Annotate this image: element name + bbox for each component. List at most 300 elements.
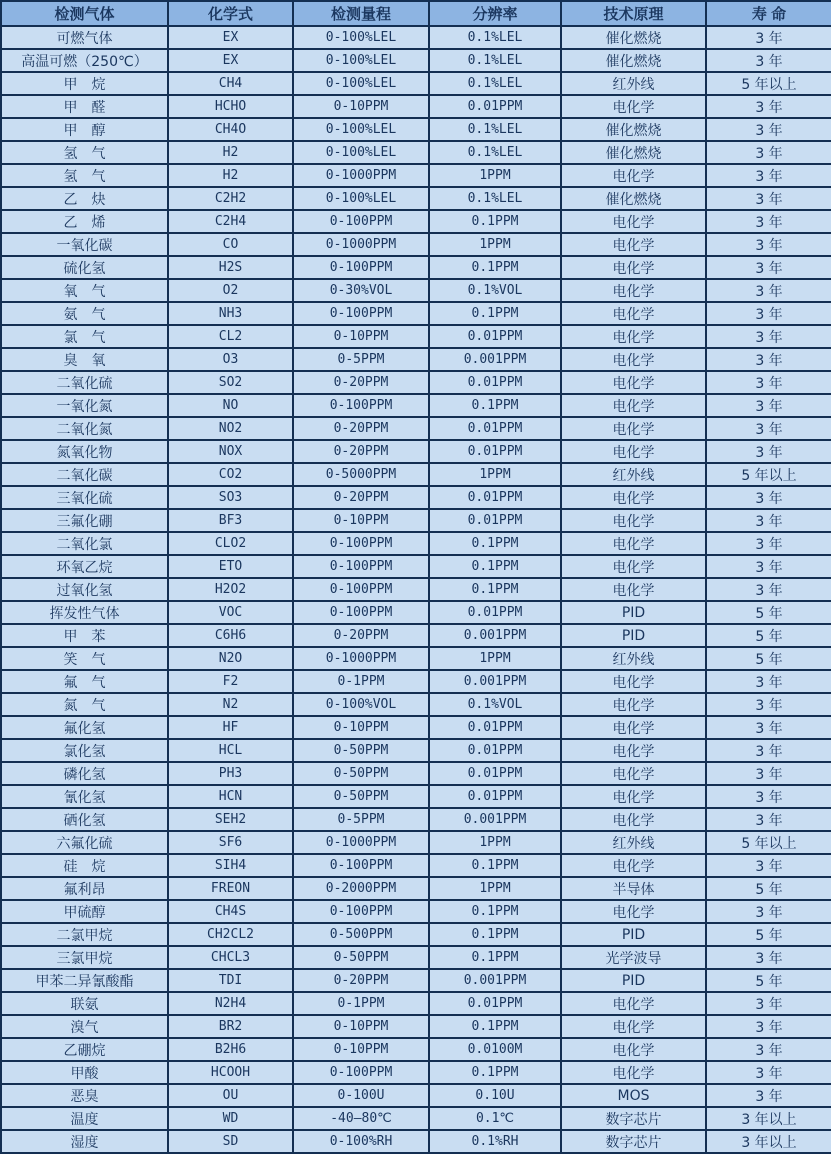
cell-lifetime: 3 年 [706, 670, 831, 693]
cell-gas-name: 氟利昂 [1, 877, 168, 900]
cell-lifetime: 5 年以上 [706, 831, 831, 854]
cell-detection-range: 0-20PPM [293, 969, 429, 992]
cell-chemical-formula: SO3 [168, 486, 293, 509]
cell-chemical-formula: SD [168, 1130, 293, 1153]
table-row [1, 670, 831, 693]
cell-resolution: 0.1%LEL [429, 26, 561, 49]
table-row [1, 26, 831, 49]
cell-gas-name: 氰化氢 [1, 785, 168, 808]
cell-resolution: 0.0100M [429, 1038, 561, 1061]
cell-resolution: 0.001PPM [429, 808, 561, 831]
table-row [1, 877, 831, 900]
cell-technology: 电化学 [561, 785, 706, 808]
cell-gas-name: 二氧化碳 [1, 463, 168, 486]
cell-resolution: 1PPM [429, 831, 561, 854]
cell-detection-range: 0-50PPM [293, 762, 429, 785]
cell-lifetime: 3 年以上 [706, 1130, 831, 1153]
cell-gas-name: 二氧化氮 [1, 417, 168, 440]
table-row [1, 256, 831, 279]
cell-chemical-formula: N2H4 [168, 992, 293, 1015]
table-row [1, 1015, 831, 1038]
cell-technology: 电化学 [561, 578, 706, 601]
cell-lifetime: 3 年 [706, 1084, 831, 1107]
cell-gas-name: 过氧化氢 [1, 578, 168, 601]
cell-technology: 电化学 [561, 762, 706, 785]
column-header-detection-range: 检测量程 [293, 1, 429, 26]
table-row [1, 854, 831, 877]
cell-detection-range: 0-5PPM [293, 348, 429, 371]
table-row [1, 762, 831, 785]
table-row [1, 279, 831, 302]
cell-resolution: 0.1%LEL [429, 187, 561, 210]
cell-detection-range: 0-1PPM [293, 670, 429, 693]
cell-gas-name: 联氨 [1, 992, 168, 1015]
cell-chemical-formula: EX [168, 49, 293, 72]
cell-lifetime: 3 年 [706, 371, 831, 394]
table-row [1, 739, 831, 762]
table-row [1, 555, 831, 578]
cell-detection-range: 0-100PPM [293, 555, 429, 578]
cell-resolution: 0.1PPM [429, 923, 561, 946]
column-header-resolution: 分辨率 [429, 1, 561, 26]
table-row [1, 187, 831, 210]
cell-detection-range: 0-20PPM [293, 417, 429, 440]
table-row [1, 72, 831, 95]
table-row [1, 417, 831, 440]
cell-gas-name: 氯 气 [1, 325, 168, 348]
cell-chemical-formula: O2 [168, 279, 293, 302]
cell-lifetime: 3 年 [706, 1015, 831, 1038]
cell-technology: 电化学 [561, 95, 706, 118]
cell-gas-name: 三氯甲烷 [1, 946, 168, 969]
cell-technology: 电化学 [561, 371, 706, 394]
cell-lifetime: 3 年 [706, 1038, 831, 1061]
cell-lifetime: 5 年 [706, 647, 831, 670]
cell-detection-range: 0-100PPM [293, 578, 429, 601]
cell-lifetime: 3 年 [706, 716, 831, 739]
cell-lifetime: 3 年 [706, 532, 831, 555]
table-row [1, 164, 831, 187]
cell-technology: 数字芯片 [561, 1107, 706, 1130]
cell-detection-range: 0-100U [293, 1084, 429, 1107]
cell-technology: 电化学 [561, 394, 706, 417]
table-body [1, 26, 831, 1153]
cell-chemical-formula: C6H6 [168, 624, 293, 647]
cell-lifetime: 5 年 [706, 877, 831, 900]
table-row [1, 440, 831, 463]
cell-gas-name: 笑 气 [1, 647, 168, 670]
cell-chemical-formula: EX [168, 26, 293, 49]
table-row [1, 716, 831, 739]
table-row [1, 141, 831, 164]
cell-technology: 电化学 [561, 509, 706, 532]
cell-chemical-formula: BR2 [168, 1015, 293, 1038]
cell-chemical-formula: FREON [168, 877, 293, 900]
cell-resolution: 0.001PPM [429, 348, 561, 371]
table-row [1, 233, 831, 256]
cell-technology: 电化学 [561, 348, 706, 371]
cell-technology: 电化学 [561, 532, 706, 555]
cell-technology: 红外线 [561, 647, 706, 670]
cell-detection-range: 0-10PPM [293, 1015, 429, 1038]
cell-chemical-formula: NO2 [168, 417, 293, 440]
cell-chemical-formula: VOC [168, 601, 293, 624]
cell-detection-range: 0-1000PPM [293, 233, 429, 256]
cell-lifetime: 3 年 [706, 325, 831, 348]
cell-resolution: 0.01PPM [429, 325, 561, 348]
cell-resolution: 0.1%LEL [429, 141, 561, 164]
cell-resolution: 0.01PPM [429, 739, 561, 762]
cell-technology: 电化学 [561, 808, 706, 831]
cell-chemical-formula: N2 [168, 693, 293, 716]
table-row [1, 210, 831, 233]
cell-detection-range: 0-2000PPM [293, 877, 429, 900]
cell-detection-range: 0-1PPM [293, 992, 429, 1015]
cell-resolution: 0.01PPM [429, 716, 561, 739]
cell-chemical-formula: O3 [168, 348, 293, 371]
cell-detection-range: 0-10PPM [293, 95, 429, 118]
cell-chemical-formula: HCN [168, 785, 293, 808]
table-row [1, 302, 831, 325]
cell-chemical-formula: HF [168, 716, 293, 739]
table-row [1, 808, 831, 831]
cell-resolution: 0.01PPM [429, 371, 561, 394]
table-row [1, 95, 831, 118]
cell-resolution: 0.1PPM [429, 532, 561, 555]
cell-chemical-formula: C2H4 [168, 210, 293, 233]
cell-resolution: 1PPM [429, 647, 561, 670]
cell-chemical-formula: HCOOH [168, 1061, 293, 1084]
cell-lifetime: 3 年 [706, 233, 831, 256]
cell-lifetime: 5 年 [706, 969, 831, 992]
cell-lifetime: 3 年 [706, 1061, 831, 1084]
cell-lifetime: 3 年 [706, 394, 831, 417]
cell-resolution: 0.1%LEL [429, 72, 561, 95]
cell-gas-name: 湿度 [1, 1130, 168, 1153]
cell-gas-name: 氯化氢 [1, 739, 168, 762]
cell-lifetime: 5 年以上 [706, 72, 831, 95]
cell-chemical-formula: CO [168, 233, 293, 256]
cell-gas-name: 六氟化硫 [1, 831, 168, 854]
cell-chemical-formula: HCHO [168, 95, 293, 118]
cell-chemical-formula: CHCL3 [168, 946, 293, 969]
cell-technology: 电化学 [561, 417, 706, 440]
cell-technology: 电化学 [561, 854, 706, 877]
cell-detection-range: 0-50PPM [293, 785, 429, 808]
cell-detection-range: 0-5PPM [293, 808, 429, 831]
cell-gas-name: 氮氧化物 [1, 440, 168, 463]
cell-resolution: 0.1%RH [429, 1130, 561, 1153]
cell-technology: 红外线 [561, 831, 706, 854]
table-row [1, 992, 831, 1015]
cell-resolution: 0.1PPM [429, 946, 561, 969]
cell-lifetime: 3 年 [706, 509, 831, 532]
cell-chemical-formula: CH4S [168, 900, 293, 923]
cell-technology: PID [561, 969, 706, 992]
cell-resolution: 0.01PPM [429, 762, 561, 785]
table-row [1, 371, 831, 394]
cell-detection-range: 0-1000PPM [293, 831, 429, 854]
table-row [1, 509, 831, 532]
cell-detection-range: 0-20PPM [293, 486, 429, 509]
cell-technology: 光学波导 [561, 946, 706, 969]
cell-lifetime: 3 年 [706, 762, 831, 785]
table-row [1, 1130, 831, 1153]
cell-technology: 电化学 [561, 302, 706, 325]
cell-detection-range: 0-100PPM [293, 394, 429, 417]
cell-chemical-formula: BF3 [168, 509, 293, 532]
cell-detection-range: 0-5000PPM [293, 463, 429, 486]
cell-technology: 电化学 [561, 693, 706, 716]
cell-resolution: 0.01PPM [429, 601, 561, 624]
cell-chemical-formula: WD [168, 1107, 293, 1130]
cell-lifetime: 3 年 [706, 164, 831, 187]
cell-chemical-formula: NOX [168, 440, 293, 463]
cell-technology: 电化学 [561, 256, 706, 279]
table-row [1, 463, 831, 486]
cell-gas-name: 甲 醛 [1, 95, 168, 118]
cell-chemical-formula: CH4 [168, 72, 293, 95]
cell-technology: 电化学 [561, 164, 706, 187]
cell-detection-range: 0-1000PPM [293, 164, 429, 187]
table-row [1, 1061, 831, 1084]
cell-detection-range: 0-100%LEL [293, 118, 429, 141]
cell-resolution: 0.001PPM [429, 969, 561, 992]
cell-chemical-formula: SEH2 [168, 808, 293, 831]
cell-chemical-formula: NH3 [168, 302, 293, 325]
cell-detection-range: 0-100%LEL [293, 26, 429, 49]
table-row [1, 1038, 831, 1061]
cell-detection-range: 0-100PPM [293, 601, 429, 624]
cell-resolution: 0.1PPM [429, 302, 561, 325]
cell-detection-range: 0-100%LEL [293, 187, 429, 210]
cell-gas-name: 氮 气 [1, 693, 168, 716]
cell-lifetime: 3 年 [706, 486, 831, 509]
cell-gas-name: 溴气 [1, 1015, 168, 1038]
cell-gas-name: 环氧乙烷 [1, 555, 168, 578]
table-row [1, 394, 831, 417]
cell-detection-range: 0-20PPM [293, 440, 429, 463]
cell-gas-name: 臭 氧 [1, 348, 168, 371]
cell-gas-name: 高温可燃（250℃） [1, 49, 168, 72]
table-row [1, 532, 831, 555]
cell-chemical-formula: H2S [168, 256, 293, 279]
cell-chemical-formula: CLO2 [168, 532, 293, 555]
cell-detection-range: 0-100PPM [293, 854, 429, 877]
table-row [1, 969, 831, 992]
cell-lifetime: 3 年 [706, 302, 831, 325]
cell-detection-range: -40—80℃ [293, 1107, 429, 1130]
cell-resolution: 0.1PPM [429, 210, 561, 233]
cell-gas-name: 可燃气体 [1, 26, 168, 49]
cell-technology: 电化学 [561, 900, 706, 923]
cell-resolution: 0.01PPM [429, 95, 561, 118]
cell-chemical-formula: CL2 [168, 325, 293, 348]
column-header-chemical-formula: 化学式 [168, 1, 293, 26]
table-row [1, 1107, 831, 1130]
table-row [1, 946, 831, 969]
cell-technology: 电化学 [561, 1038, 706, 1061]
cell-detection-range: 0-100%VOL [293, 693, 429, 716]
cell-chemical-formula: OU [168, 1084, 293, 1107]
cell-resolution: 0.01PPM [429, 785, 561, 808]
cell-lifetime: 3 年 [706, 739, 831, 762]
cell-technology: 红外线 [561, 72, 706, 95]
cell-gas-name: 氢 气 [1, 164, 168, 187]
column-header-technology: 技术原理 [561, 1, 706, 26]
cell-gas-name: 磷化氢 [1, 762, 168, 785]
cell-lifetime: 5 年 [706, 624, 831, 647]
cell-resolution: 1PPM [429, 164, 561, 187]
table-row [1, 118, 831, 141]
column-header-lifetime: 寿 命 [706, 1, 831, 26]
cell-resolution: 0.1PPM [429, 854, 561, 877]
table-row [1, 831, 831, 854]
table-row [1, 325, 831, 348]
cell-resolution: 0.10U [429, 1084, 561, 1107]
cell-gas-name: 温度 [1, 1107, 168, 1130]
cell-gas-name: 三氟化硼 [1, 509, 168, 532]
cell-resolution: 0.1PPM [429, 1061, 561, 1084]
cell-detection-range: 0-50PPM [293, 946, 429, 969]
cell-detection-range: 0-10PPM [293, 716, 429, 739]
table-row [1, 923, 831, 946]
cell-technology: 电化学 [561, 670, 706, 693]
cell-chemical-formula: N2O [168, 647, 293, 670]
cell-resolution: 0.1PPM [429, 555, 561, 578]
cell-resolution: 0.1%VOL [429, 279, 561, 302]
cell-technology: PID [561, 601, 706, 624]
cell-technology: 电化学 [561, 325, 706, 348]
cell-detection-range: 0-10PPM [293, 509, 429, 532]
cell-chemical-formula: H2O2 [168, 578, 293, 601]
cell-lifetime: 3 年 [706, 900, 831, 923]
cell-technology: 电化学 [561, 716, 706, 739]
cell-chemical-formula: SIH4 [168, 854, 293, 877]
cell-gas-name: 硒化氢 [1, 808, 168, 831]
cell-lifetime: 3 年 [706, 578, 831, 601]
cell-lifetime: 3 年 [706, 808, 831, 831]
cell-gas-name: 氢 气 [1, 141, 168, 164]
cell-resolution: 0.1%LEL [429, 49, 561, 72]
cell-technology: 红外线 [561, 463, 706, 486]
cell-resolution: 0.1PPM [429, 900, 561, 923]
cell-technology: 催化燃烧 [561, 26, 706, 49]
cell-detection-range: 0-100PPM [293, 1061, 429, 1084]
table-row [1, 578, 831, 601]
cell-gas-name: 硫化氢 [1, 256, 168, 279]
cell-gas-name: 二氯甲烷 [1, 923, 168, 946]
cell-lifetime: 3 年 [706, 854, 831, 877]
table-row [1, 49, 831, 72]
cell-gas-name: 挥发性气体 [1, 601, 168, 624]
header-row [1, 1, 831, 26]
cell-chemical-formula: H2 [168, 141, 293, 164]
cell-technology: MOS [561, 1084, 706, 1107]
cell-detection-range: 0-100PPM [293, 256, 429, 279]
cell-detection-range: 0-100PPM [293, 900, 429, 923]
cell-lifetime: 3 年 [706, 417, 831, 440]
cell-gas-name: 恶臭 [1, 1084, 168, 1107]
cell-lifetime: 3 年 [706, 118, 831, 141]
cell-lifetime: 3 年 [706, 440, 831, 463]
cell-lifetime: 3 年 [706, 187, 831, 210]
cell-technology: 电化学 [561, 279, 706, 302]
cell-detection-range: 0-100PPM [293, 532, 429, 555]
cell-gas-name: 一氧化碳 [1, 233, 168, 256]
cell-gas-name: 氟化氢 [1, 716, 168, 739]
cell-technology: 电化学 [561, 555, 706, 578]
column-header-gas-name: 检测气体 [1, 1, 168, 26]
cell-detection-range: 0-100PPM [293, 210, 429, 233]
cell-gas-name: 三氧化硫 [1, 486, 168, 509]
cell-resolution: 0.001PPM [429, 624, 561, 647]
cell-technology: PID [561, 923, 706, 946]
cell-technology: 电化学 [561, 210, 706, 233]
cell-gas-name: 二氧化硫 [1, 371, 168, 394]
cell-technology: 半导体 [561, 877, 706, 900]
table-row [1, 785, 831, 808]
cell-detection-range: 0-10PPM [293, 1038, 429, 1061]
cell-technology: 电化学 [561, 1061, 706, 1084]
cell-detection-range: 0-100%RH [293, 1130, 429, 1153]
cell-technology: 电化学 [561, 1015, 706, 1038]
cell-resolution: 0.01PPM [429, 417, 561, 440]
cell-resolution: 0.01PPM [429, 440, 561, 463]
cell-chemical-formula: B2H6 [168, 1038, 293, 1061]
cell-technology: 电化学 [561, 739, 706, 762]
cell-detection-range: 0-30%VOL [293, 279, 429, 302]
table-row [1, 647, 831, 670]
cell-chemical-formula: NO [168, 394, 293, 417]
cell-resolution: 0.1PPM [429, 1015, 561, 1038]
cell-lifetime: 5 年 [706, 601, 831, 624]
cell-chemical-formula: CH4O [168, 118, 293, 141]
cell-lifetime: 3 年 [706, 95, 831, 118]
table-row [1, 486, 831, 509]
cell-chemical-formula: CO2 [168, 463, 293, 486]
cell-gas-name: 甲酸 [1, 1061, 168, 1084]
cell-gas-name: 乙 炔 [1, 187, 168, 210]
cell-technology: 数字芯片 [561, 1130, 706, 1153]
cell-lifetime: 3 年 [706, 555, 831, 578]
cell-chemical-formula: C2H2 [168, 187, 293, 210]
cell-chemical-formula: F2 [168, 670, 293, 693]
cell-resolution: 0.1%VOL [429, 693, 561, 716]
cell-detection-range: 0-10PPM [293, 325, 429, 348]
cell-resolution: 1PPM [429, 877, 561, 900]
cell-gas-name: 硅 烷 [1, 854, 168, 877]
cell-resolution: 0.001PPM [429, 670, 561, 693]
cell-technology: 电化学 [561, 233, 706, 256]
cell-detection-range: 0-20PPM [293, 624, 429, 647]
cell-lifetime: 3 年 [706, 946, 831, 969]
cell-lifetime: 5 年以上 [706, 463, 831, 486]
table-row [1, 900, 831, 923]
cell-detection-range: 0-500PPM [293, 923, 429, 946]
cell-gas-name: 甲苯二异氰酸酯 [1, 969, 168, 992]
cell-chemical-formula: H2 [168, 164, 293, 187]
table-row [1, 624, 831, 647]
cell-gas-name: 甲 苯 [1, 624, 168, 647]
cell-lifetime: 3 年 [706, 279, 831, 302]
cell-technology: 催化燃烧 [561, 118, 706, 141]
cell-detection-range: 0-100%LEL [293, 72, 429, 95]
cell-lifetime: 3 年 [706, 348, 831, 371]
cell-lifetime: 3 年 [706, 256, 831, 279]
table-row [1, 693, 831, 716]
cell-resolution: 0.01PPM [429, 509, 561, 532]
